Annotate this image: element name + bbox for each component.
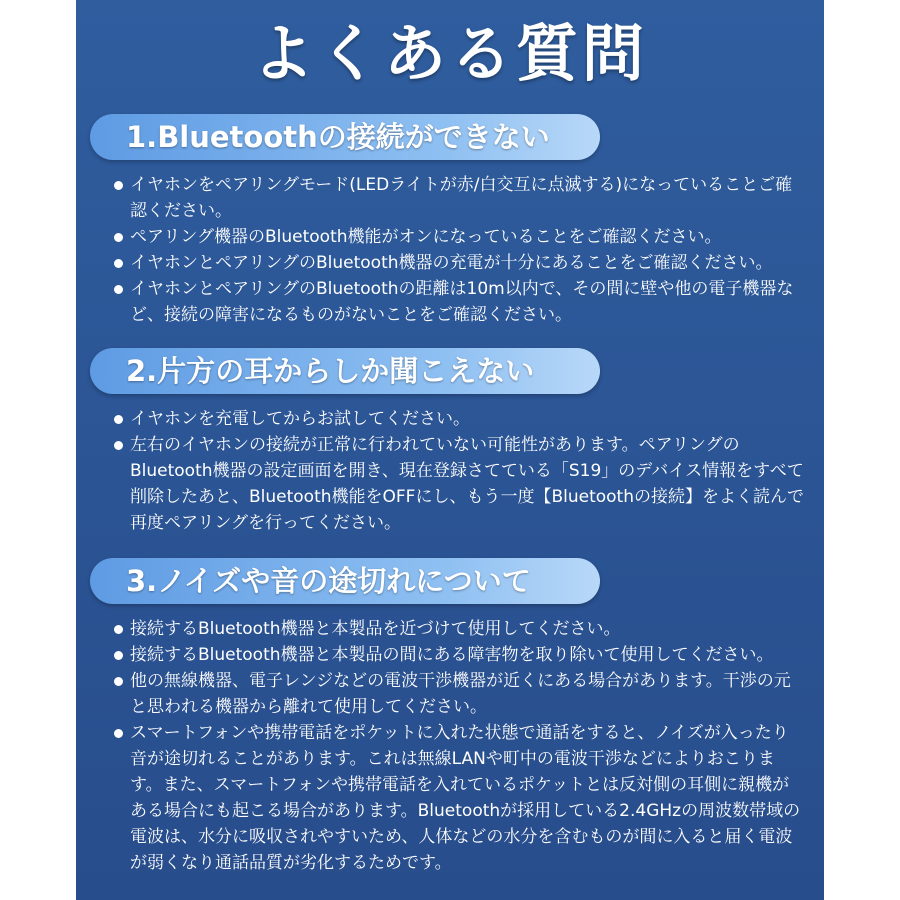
bullet-dot-icon [114, 259, 123, 268]
section-heading-one-side-audio [90, 348, 600, 394]
list-item-text: スマートフォンや携帯電話をポケットに入れた状態で通話をすると、ノイズが入ったり音が途切れることがあります。これは無線LANや町中の電波干渉などによりおこります。また、スマートフォンや携帯電話を入れているポケットとは反対側の耳側に親機がある場合にも起こる場合があります。Bluetoothが採用している2.4GHzの周波数帯域の電波は、水分に吸収されやすいため、人体などの水分を含むものが間に入ると届く電波が弱くなり通話品質が劣化するためです。 [130, 723, 801, 873]
bullet-dot-icon [114, 415, 123, 424]
list-item-text: イヤホンとペアリングのBluetoothの距離は10m以内で、その間に壁や他の電子機器など、接続の障害になるものがないことをご確認ください。 [130, 279, 794, 325]
bullet-dot-icon [114, 233, 123, 242]
list-item [114, 720, 804, 876]
section-heading-text: 3.ノイズや音の途切れについて [126, 564, 531, 598]
list-item-text: 他の無線機器、電子レンジなどの電波干渉機器が近くにある場合があります。干渉の元と思われる機器から離れて使用してください。 [130, 671, 791, 717]
faq-panel [76, 0, 824, 900]
list-item [114, 668, 804, 720]
list-item-text: イヤホンを充電してからお試してください。 [130, 409, 470, 429]
list-item [114, 172, 804, 224]
bullet-dot-icon [114, 285, 123, 294]
list-item-text: イヤホンとペアリングのBluetooth機器の充電が十分にあることをご確認ください。 [130, 253, 773, 273]
list-item-text: 左右のイヤホンの接続が正常に行われていない可能性があります。ペアリングのBluetooth機器の設定画面を開き、現在登録さてている「S19」のデバイス情報をすべて削除したあと、Bluetooth機能をOFFにし、もう一度【Bluetoothの接続】をよく読んで再度ペアリングを行ってください。 [130, 435, 804, 533]
bullet-dot-icon [114, 651, 123, 660]
list-item [114, 250, 804, 276]
list-item [114, 406, 804, 432]
list-item [114, 642, 804, 668]
bullet-dot-icon [114, 181, 123, 190]
section-list-bluetooth-connection [114, 172, 804, 328]
section-heading-noise-dropouts [90, 558, 600, 604]
section-list-noise-dropouts [114, 616, 804, 876]
list-item-text: ペアリング機器のBluetooth機能がオンになっていることをご確認ください。 [130, 227, 722, 247]
list-item [114, 224, 804, 250]
list-item-text: 接続するBluetooth機器と本製品を近づけて使用してください。 [130, 619, 621, 639]
bullet-dot-icon [114, 441, 123, 450]
bullet-dot-icon [114, 625, 123, 634]
section-heading-text: 2.片方の耳からしか聞こえない [126, 354, 535, 388]
list-item-text: イヤホンをペアリングモード(LEDライトが赤/白交互に点滅する)になっていることご確認ください。 [130, 175, 793, 221]
bullet-dot-icon [114, 729, 123, 738]
section-heading-text: 1.Bluetoothの接続ができない [126, 120, 550, 154]
list-item [114, 276, 804, 328]
list-item [114, 432, 804, 536]
list-item-text: 接続するBluetooth機器と本製品の間にある障害物を取り除いて使用してください。 [130, 645, 774, 665]
list-item [114, 616, 804, 642]
page-title: よくある質問 [251, 17, 648, 90]
section-heading-bluetooth-connection [90, 114, 600, 160]
section-list-one-side-audio [114, 406, 804, 536]
bullet-dot-icon [114, 677, 123, 686]
